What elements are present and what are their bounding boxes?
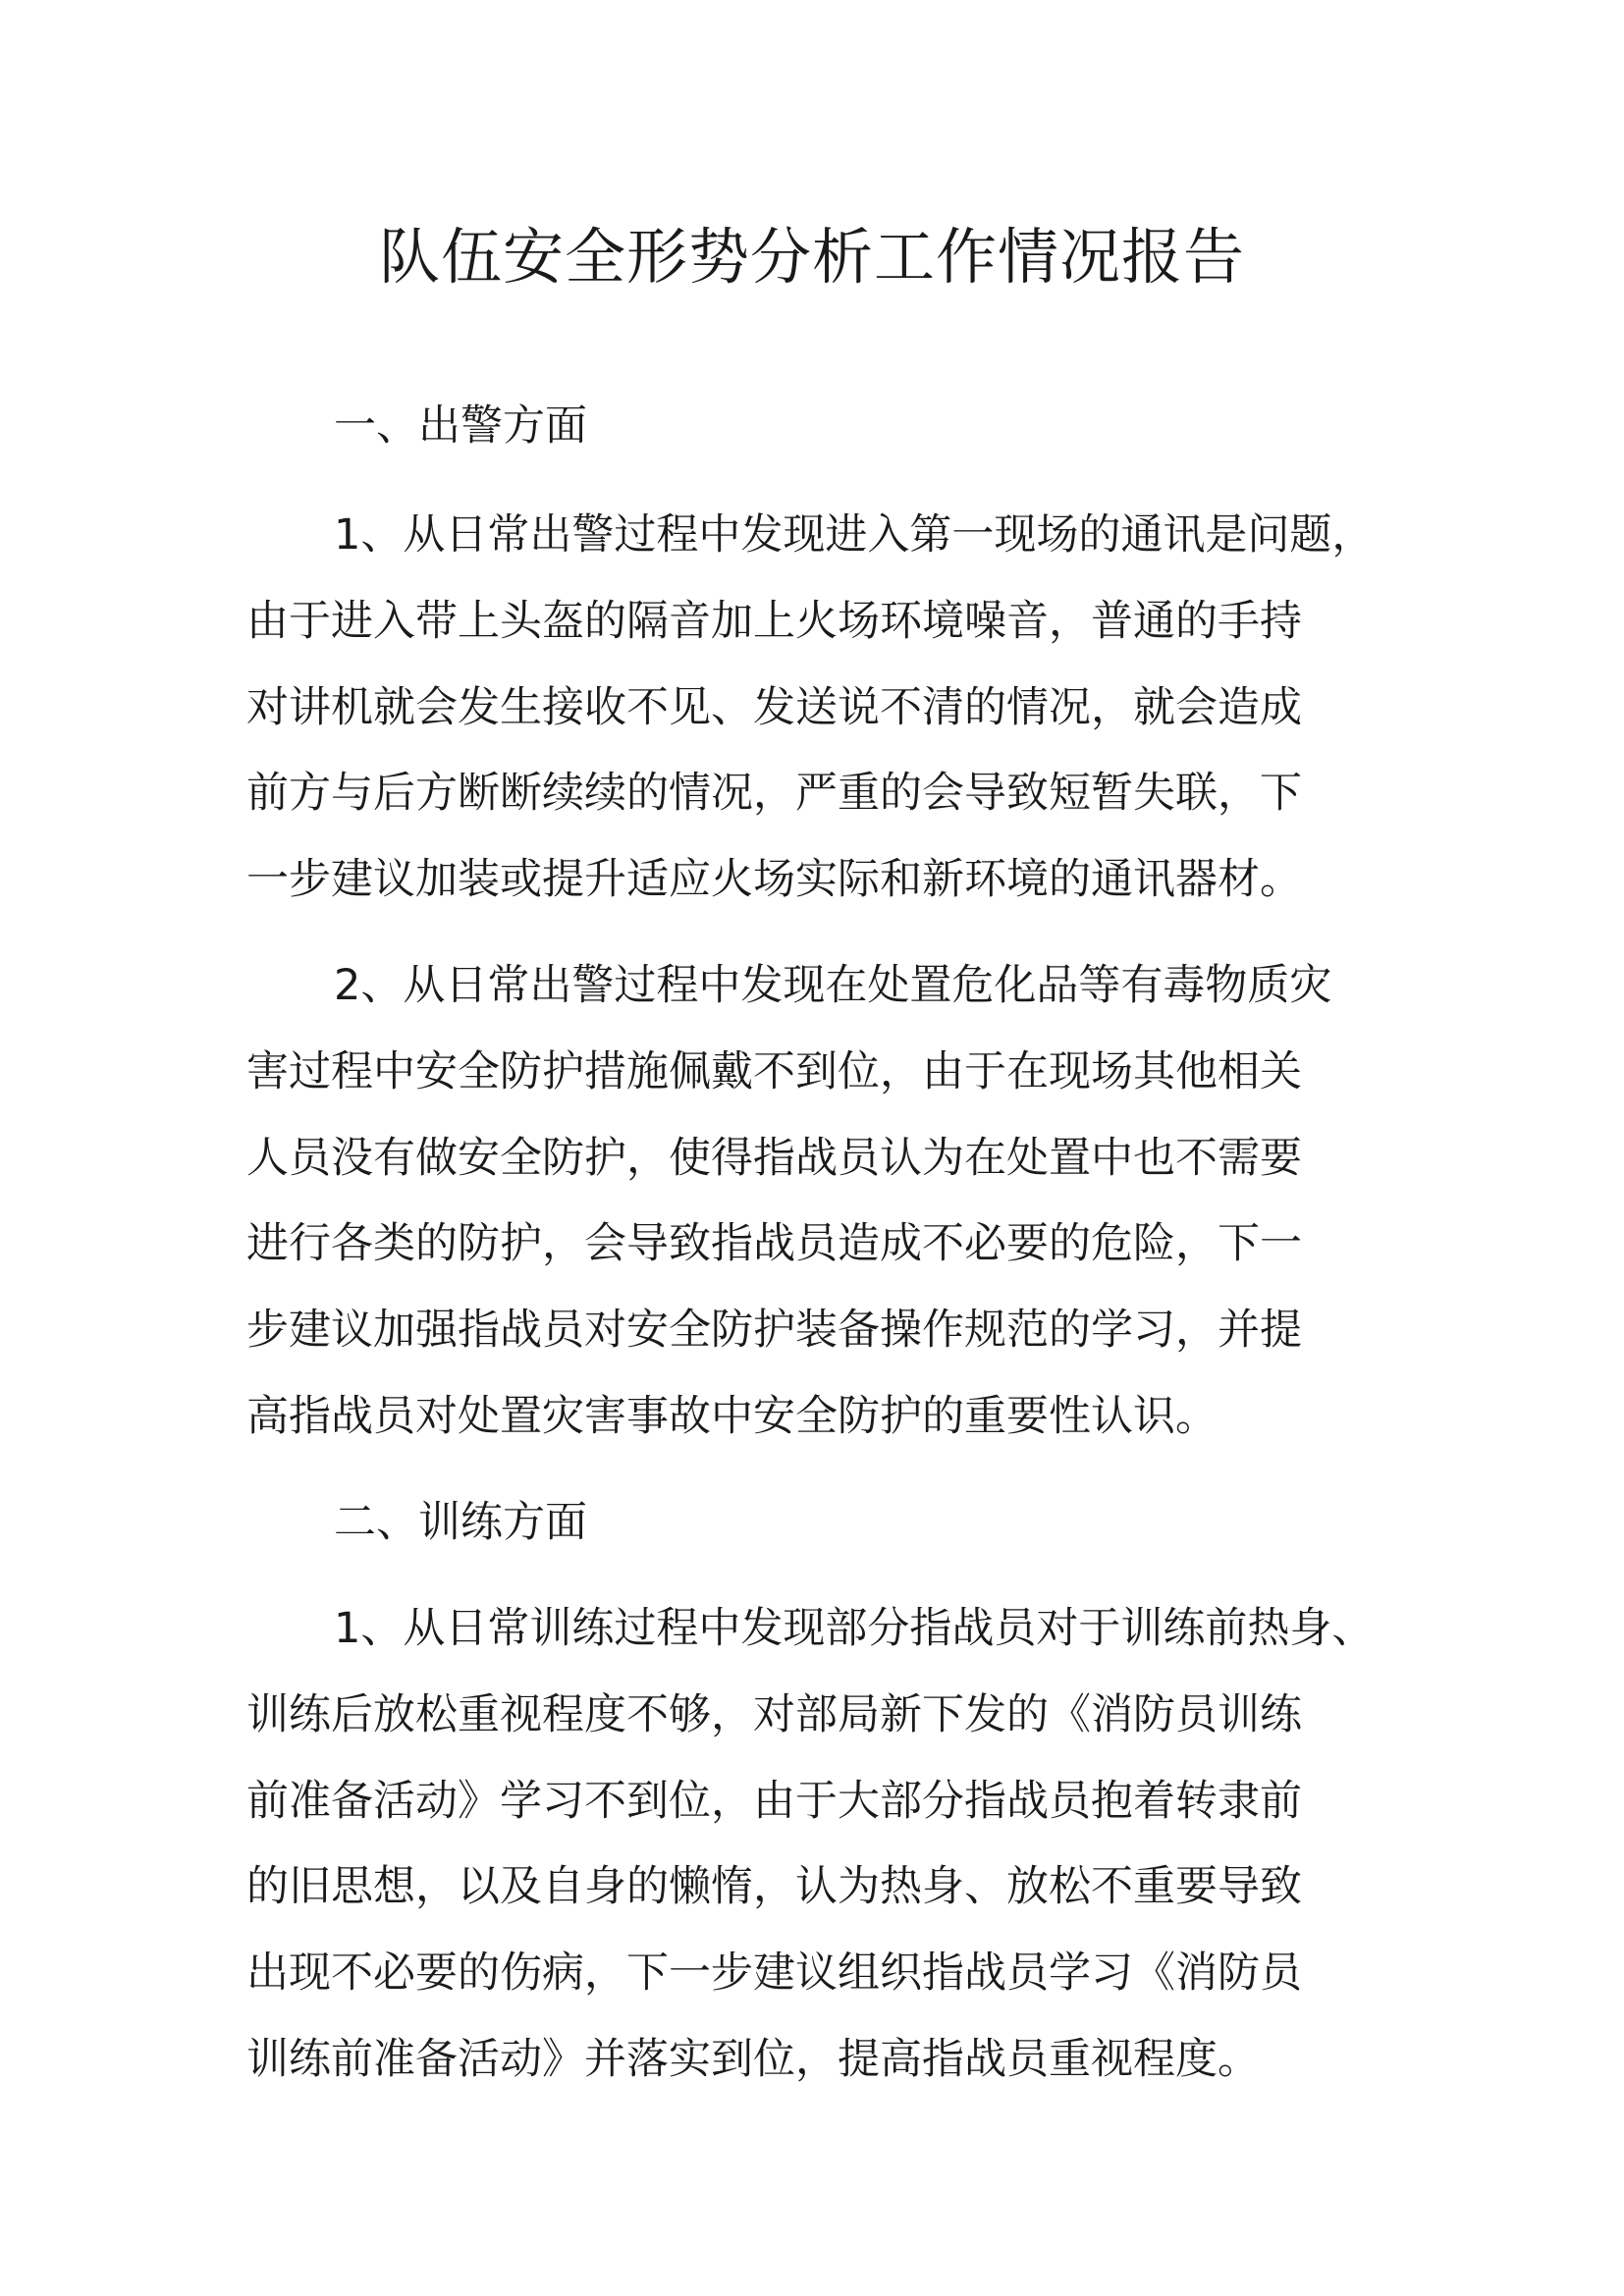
paragraph-line: 1、从日常训练过程中发现部分指战员对于训练前热身、 — [334, 1604, 1375, 1653]
paragraph-line: 由于进入带上头盔的隔音加上火场环境噪音，普通的手持 — [246, 597, 1302, 646]
section-heading-training: 二、训练方面 — [334, 1498, 587, 1547]
paragraph-line: 前准备活动》学习不到位，由于大部分指战员抱着转隶前 — [246, 1777, 1302, 1826]
document-title: 队伍安全形势分析工作情况报告 — [378, 221, 1245, 293]
paragraph-line: 人员没有做安全防护，使得指战员认为在处置中也不需要 — [246, 1134, 1302, 1183]
paragraph-line: 训练前准备活动》并落实到位，提高指战员重视程度。 — [246, 2035, 1260, 2084]
paragraph-line: 前方与后方断断续续的情况，严重的会导致短暂失联，下 — [246, 769, 1302, 818]
paragraph-line: 训练后放松重视程度不够，对部局新下发的《消防员训练 — [246, 1690, 1302, 1739]
section-heading-dispatch: 一、出警方面 — [334, 401, 587, 451]
paragraph-line: 高指战员对处置灾害事故中安全防护的重要性认识。 — [246, 1392, 1218, 1441]
paragraph-line: 一步建议加装或提升适应火场实际和新环境的通讯器材。 — [246, 855, 1302, 904]
paragraph-line: 步建议加强指战员对安全防护装备操作规范的学习，并提 — [246, 1306, 1302, 1355]
paragraph-line: 出现不必要的伤病，下一步建议组织指战员学习《消防员 — [246, 1949, 1302, 1998]
paragraph-line: 对讲机就会发生接收不见、发送说不清的情况，就会造成 — [246, 683, 1302, 732]
paragraph-line: 的旧思想，以及自身的懒惰，认为热身、放松不重要导致 — [246, 1862, 1302, 1911]
paragraph-line: 进行各类的防护，会导致指战员造成不必要的危险，下一 — [246, 1219, 1302, 1268]
paragraph-line: 1、从日常出警过程中发现进入第一现场的通讯是问题， — [334, 510, 1375, 560]
paragraph-line: 2、从日常出警过程中发现在处置危化品等有毒物质灾 — [334, 961, 1332, 1010]
paragraph-line: 害过程中安全防护措施佩戴不到位，由于在现场其他相关 — [246, 1047, 1302, 1096]
